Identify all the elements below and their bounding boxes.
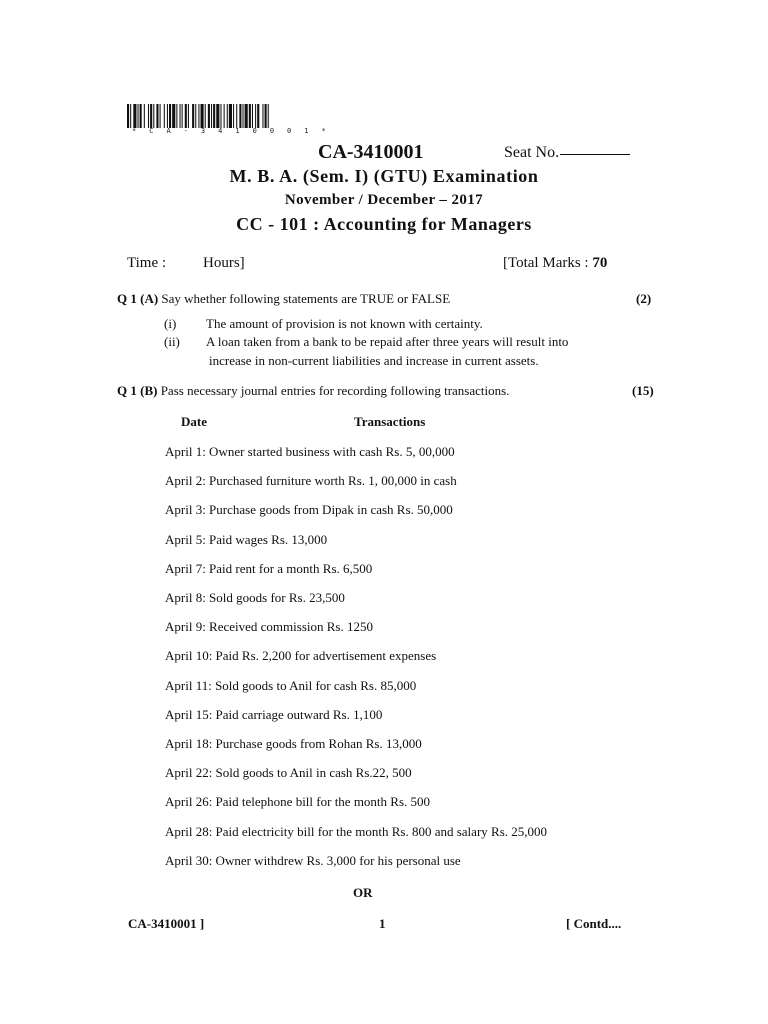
q1a-item-text: The amount of provision is not known with certainty. [206, 316, 483, 331]
barcode-bar [252, 104, 253, 128]
barcode-bar [144, 104, 145, 128]
barcode-bar [130, 104, 131, 128]
seat-number-field [504, 144, 630, 162]
barcode-bar [239, 104, 241, 128]
paper-code: CA-3410001 [318, 141, 424, 163]
barcode-bar [160, 104, 161, 128]
barcode-bar [133, 104, 136, 128]
column-header-transactions: Transactions [354, 414, 426, 429]
barcode-bar [224, 104, 225, 128]
barcode-bar [127, 104, 129, 128]
barcode-bar [213, 104, 215, 128]
transaction-entry: April 28: Paid electricity bill for the month Rs. 800 and salary Rs. 25,000 [165, 823, 548, 839]
barcode-bar [140, 104, 142, 128]
transaction-entry: April 8: Sold goods for Rs. 23,500 [165, 590, 345, 605]
subject-title: CC - 101 : Accounting for Managers [236, 214, 532, 234]
footer-paper-code: CA-3410001 ] [128, 916, 205, 931]
q1a-item-text: A loan taken from a bank to be repaid after three years will result into [206, 334, 569, 349]
barcode-bar [227, 104, 228, 128]
total-marks-value: 70 [592, 255, 608, 271]
barcode-bar [138, 104, 139, 128]
barcode-bar [268, 104, 269, 128]
barcode-bar [245, 104, 248, 128]
q1a-label: Q 1 (A) [117, 291, 159, 306]
barcode-bar [185, 104, 187, 128]
transaction-entry: April 30: Owner withdrew Rs. 3,000 for his personal use [165, 852, 461, 868]
q1a-item-num: (ii) [164, 334, 180, 349]
barcode-bar [255, 104, 256, 128]
barcode-bar [176, 104, 177, 128]
seat-label: Seat No. [504, 144, 560, 161]
transaction-entry: April 15: Paid carriage outward Rs. 1,100 [165, 706, 383, 722]
barcode-bar [195, 104, 196, 128]
seat-number-blank [560, 154, 630, 155]
barcode-bar [208, 104, 210, 128]
or-separator: OR [353, 885, 373, 900]
barcode-image [127, 104, 373, 128]
page-number: 1 [379, 916, 386, 931]
transaction-entry: April 26: Paid telephone bill for the month Rs. 500 [165, 794, 431, 810]
barcode-bar [180, 104, 181, 128]
transaction-entry: April 5: Paid wages Rs. 13,000 [165, 531, 328, 547]
transaction-entry: April 2: Purchased furniture worth Rs. 1, 00,000 in cash [165, 473, 457, 489]
barcode-bar [150, 104, 152, 128]
barcode-bar [188, 104, 189, 128]
transaction-entry: April 7: Paid rent for a month Rs. 6,500 [165, 560, 373, 576]
hours-label: Hours] [203, 255, 245, 271]
continued-label: [ Contd.... [566, 916, 622, 931]
barcode-bar [257, 104, 259, 128]
barcode-bar [169, 104, 171, 128]
barcode-bar [262, 104, 263, 128]
barcode-bar [172, 104, 175, 128]
barcode-bar [265, 104, 267, 128]
barcode-bar [229, 104, 232, 128]
barcode-bar [198, 104, 199, 128]
q1a-item-num: (i) [164, 316, 177, 331]
barcode-bar [205, 104, 206, 128]
barcode-bar [236, 104, 237, 128]
exam-title: M. B. A. (Sem. I) (GTU) Examination [229, 166, 539, 186]
q1b-instruction: Pass necessary journal entries for recording following transactions. [160, 383, 510, 398]
q1b-heading [117, 383, 509, 399]
barcode-bar [148, 104, 149, 128]
q1a-item-text-cont: increase in non-current liabilities and increase in current assets. [209, 353, 539, 368]
barcode-bar [192, 104, 194, 128]
total-marks-label: [Total Marks : [503, 255, 589, 271]
transaction-entry: April 1: Owner started business with cash Rs. 5, 00,000 [165, 444, 455, 459]
q1a-instruction: Say whether following statements are TRUE or FALSE [161, 291, 451, 306]
barcode-bar [220, 104, 221, 128]
barcode-bar [182, 104, 183, 128]
barcode-bar [167, 104, 168, 128]
barcode-bar [249, 104, 251, 128]
time-label: Time : [127, 255, 167, 271]
q1b-label: Q 1 (B) [117, 383, 158, 398]
column-header-date: Date [181, 414, 207, 429]
q1a-heading [117, 291, 450, 307]
barcode-bar [156, 104, 158, 128]
exam-session: November / December – 2017 [284, 192, 484, 208]
barcode-bar [211, 104, 212, 128]
barcode-bar [201, 104, 204, 128]
transaction-entry: April 3: Purchase goods from Dipak in cash Rs. 50,000 [165, 502, 453, 518]
q1a-marks: (2) [636, 291, 652, 306]
barcode-bar [164, 104, 165, 128]
barcode-text: * C A - 3 4 1 0 0 0 1 * [132, 127, 331, 135]
barcode-bar [153, 104, 154, 128]
barcode-bar [216, 104, 219, 128]
transaction-entry: April 10: Paid Rs. 2,200 for advertisement expenses [165, 648, 437, 664]
transaction-entry: April 9: Received commission Rs. 1250 [165, 619, 373, 635]
barcode-bar [233, 104, 234, 128]
transaction-entry: April 18: Purchase goods from Rohan Rs. 13,000 [165, 736, 422, 751]
total-marks [503, 255, 607, 272]
q1b-marks: (15) [632, 383, 654, 398]
barcode-bar [243, 104, 244, 128]
transaction-entry: April 11: Sold goods to Anil for cash Rs. 85,000 [165, 677, 417, 693]
transaction-entry: April 22: Sold goods to Anil in cash Rs.22, 500 [165, 765, 412, 781]
